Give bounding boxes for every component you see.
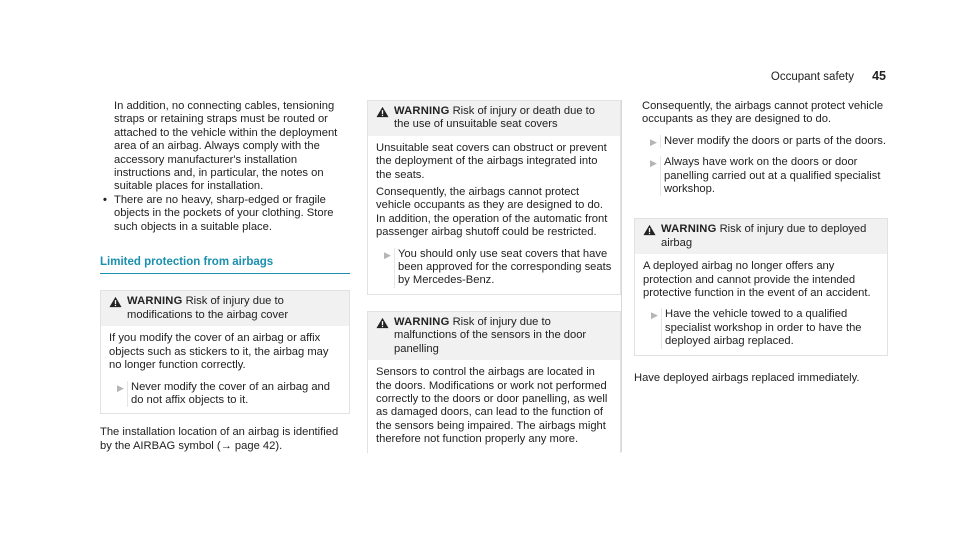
warning-title: Risk of injury or death due to the use of unsuitable seat covers — [394, 105, 595, 131]
column-divider — [621, 100, 622, 452]
step-item — [642, 156, 888, 196]
warning-header — [368, 101, 620, 136]
intro-paragraph: In addition, no connecting cables, tensioning straps or retaining straps must be routed or attached to the vehicle within the deployment area of an airbag. Always comply with the accessory manufacturer's installation instructions and, in particular, the notes on suitable places for installation. — [114, 100, 338, 193]
warning-text: If you modify the cover of an airbag or affix objects such as stickers to it, the airbag may no longer function correctly. — [109, 332, 329, 372]
list-item — [100, 194, 350, 234]
warning-body — [635, 254, 887, 354]
warning-title: Risk of injury due to modifications to the airbag cover — [127, 295, 289, 321]
warning-label: WARNING — [661, 223, 717, 236]
step-arrow-icon: ▶ — [650, 158, 657, 169]
column-2 — [367, 100, 621, 453]
warning-box — [100, 290, 350, 414]
warning-triangle-icon — [376, 317, 389, 329]
step-bar — [661, 308, 662, 348]
warning-header — [368, 312, 620, 360]
step-text: Have the vehicle towed to a qualified specialist workshop in order to have the deployed airbag replaced. — [665, 308, 862, 348]
warning-title: Risk of injury due to deployed airbag — [661, 223, 867, 249]
header-title: Occupant safety — [770, 71, 854, 83]
warning-header — [101, 291, 349, 326]
warning-label: WARNING — [394, 315, 450, 328]
bullet-text: There are no heavy, sharp-edged or fragile objects in the pockets of your clothing. Store such objects in a suitable place. — [114, 193, 334, 233]
page-header — [0, 71, 960, 87]
page-number: 45 — [872, 69, 886, 83]
warning-label: WARNING — [127, 295, 183, 308]
step-text: Always have work on the doors or door panelling carried out at a qualified specialist workshop. — [664, 156, 881, 196]
step-bar — [394, 248, 395, 288]
warning-triangle-icon — [109, 296, 122, 308]
warning-body — [368, 136, 620, 294]
step-item — [643, 308, 879, 348]
column-1 — [100, 100, 350, 453]
warning-box — [634, 218, 888, 355]
warning-text: Sensors to control the airbags are located in the doors. Modifications or work not performed correctly to the doors or door panelling, as well as damaged doors, can lead to the function of the sensors being impaired. The airbags might therefore not function properly any more. — [376, 366, 608, 446]
step-bar — [660, 135, 661, 148]
warning-triangle-icon — [643, 224, 656, 236]
step-bar — [660, 156, 661, 196]
bullet-list — [100, 194, 350, 234]
step-arrow-icon: ▶ — [651, 310, 658, 321]
step-arrow-icon: ▶ — [117, 382, 124, 393]
warning-body — [101, 326, 349, 413]
continued-warning — [634, 100, 888, 196]
warning-text: Consequently, the airbags cannot protect vehicle occupants as they are designed to do. — [642, 100, 884, 126]
bullet-dot: • — [103, 193, 107, 206]
warning-text: A deployed airbag no longer offers any protection and cannot provide the intended protective function in the event of an accident. — [643, 260, 871, 300]
step-arrow-icon: ▶ — [650, 136, 657, 147]
warning-box — [367, 100, 621, 295]
step-item — [109, 381, 341, 408]
warning-label: WARNING — [394, 105, 450, 117]
warning-title: Risk of injury due to malfunctions of the sensors in the door panelling — [394, 315, 587, 355]
closing-paragraph: The installation location of an airbag is identified by the AIRBAG symbol (→ page 42). — [100, 426, 339, 452]
step-text: Never modify the doors or parts of the doors. — [664, 134, 886, 147]
warning-triangle-icon — [376, 106, 389, 118]
warning-body — [368, 360, 620, 452]
warning-text: Unsuitable seat covers can obstruct or prevent the deployment of the airbags integrated into the seats. — [376, 141, 607, 181]
closing-paragraph: Have deployed airbags replaced immediately. — [634, 371, 860, 384]
step-item — [642, 135, 888, 148]
column-3 — [634, 100, 888, 385]
step-arrow-icon: ▶ — [384, 249, 391, 260]
step-item — [376, 248, 612, 288]
step-text: You should only use seat covers that have been approved for the corresponding seats by Mercedes-Benz. — [398, 247, 612, 287]
warning-text: Consequently, the airbags cannot protect vehicle occupants as they are designed to do. In addition, the operation of the automatic front passenger airbag shutoff could be restricted. — [376, 186, 608, 239]
warning-header — [635, 219, 887, 254]
step-text: Never modify the cover of an airbag and do not affix objects to it. — [131, 380, 330, 406]
warning-box — [367, 311, 621, 453]
section-heading: Limited protection from airbags — [100, 256, 350, 274]
step-bar — [127, 381, 128, 408]
